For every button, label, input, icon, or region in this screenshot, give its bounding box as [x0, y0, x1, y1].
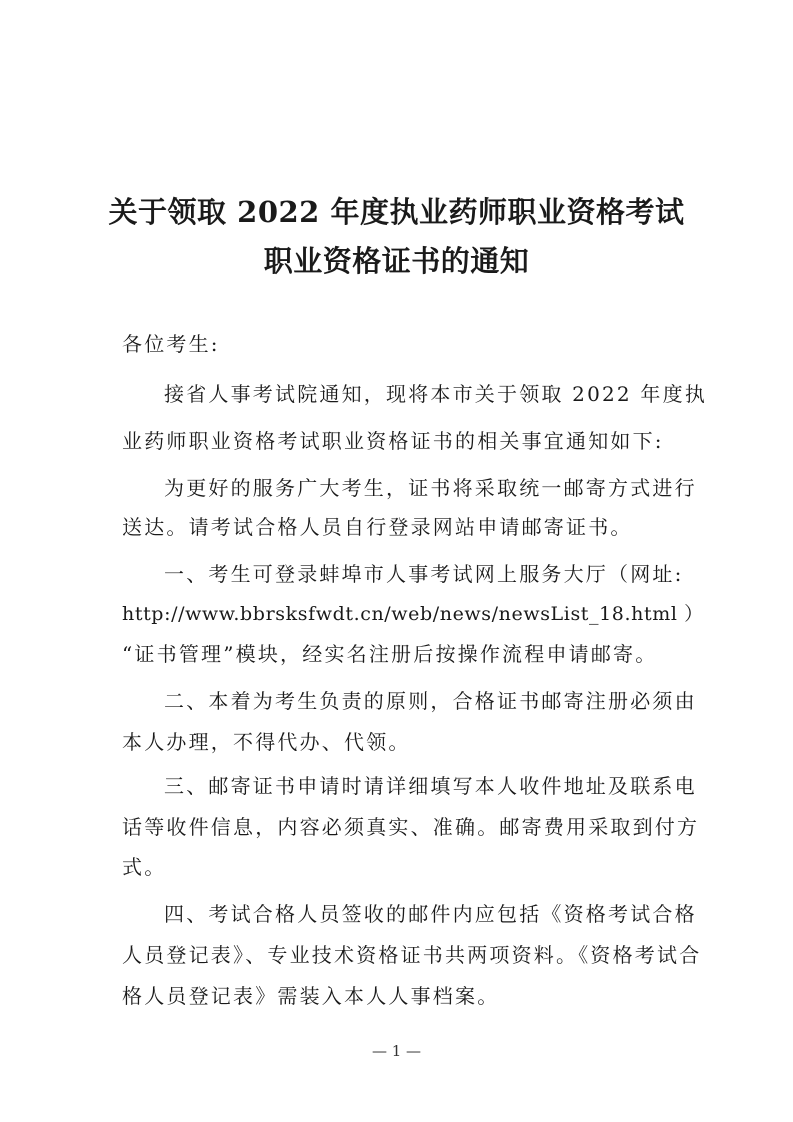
document-title-line-1: 关于领取 2022 年度执业药师职业资格考试	[108, 195, 685, 229]
paragraph-line: 为更好的服务广大考生，证书将采取统一邮寄方式进行	[164, 476, 697, 500]
website-url[interactable]: http://www.bbrsksfwdt.cn/web/news/newsList_18.html ）	[122, 603, 704, 625]
paragraph-line: 业药师职业资格考试职业资格证书的相关事宜通知如下:	[122, 429, 664, 453]
paragraph-line: 三、邮寄证书申请时请详细填写本人收件地址及联系电	[164, 774, 697, 798]
salutation: 各位考生:	[122, 332, 220, 356]
paragraph-line: 话等收件信息，内容必须真实、准确。邮寄费用采取到付方	[122, 815, 700, 839]
paragraph-line: 四、考试合格人员签收的邮件内应包括《资格考试合格	[164, 902, 697, 926]
paragraph-line: 人员登记表》、专业技术资格证书共两项资料。《资格考试合	[122, 943, 702, 967]
document-title-line-2: 职业资格证书的通知	[263, 244, 530, 278]
paragraph-line: 接省人事考试院通知，现将本市关于领取 2022 年度执	[164, 382, 708, 406]
page-number: — 1 —	[371, 1042, 422, 1060]
paragraph-line: 本人办理，不得代办、代领。	[122, 730, 411, 754]
paragraph-line: “证书管理”模块，经实名注册后按操作流程申请邮寄。	[122, 642, 658, 666]
paragraph-line: 一、考生可登录蚌埠市人事考试网上服务大厅（网址:	[164, 562, 684, 586]
paragraph-line: 式。	[122, 855, 167, 879]
paragraph-line: 送达。请考试合格人员自行登录网站申请邮寄证书。	[122, 515, 633, 539]
paragraph-line: 格人员登记表》需装入本人人事档案。	[122, 984, 500, 1008]
paragraph-line: 二、本着为考生负责的原则，合格证书邮寄注册必须由	[164, 689, 697, 713]
